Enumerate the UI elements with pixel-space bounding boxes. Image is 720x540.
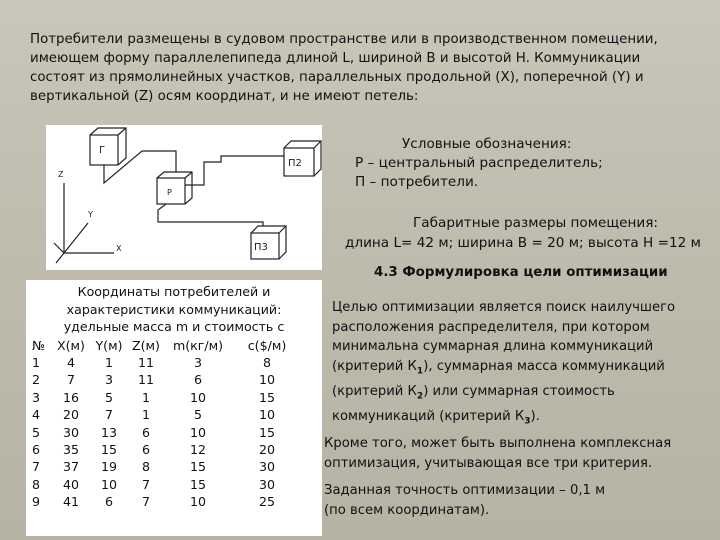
caption-line: Координаты потребителей и: [77, 284, 271, 299]
table-cell: 12: [189, 441, 207, 457]
table-cell: 41: [62, 494, 80, 510]
legend-title: Условные обозначения:: [402, 136, 572, 152]
section-title: 4.3 Формулировка цели оптимизации: [374, 265, 668, 280]
legend-line-distributor: Р – центральный распределитель;: [355, 155, 603, 171]
table-cell: 4: [32, 407, 41, 423]
table-cell: 11: [137, 372, 155, 388]
table-header-cell: №: [32, 337, 46, 353]
paragraph-line: Заданная точность оптимизации – 0,1 м: [324, 483, 606, 498]
consumer-table-panel: [26, 280, 322, 536]
paragraph-line: (по всем координатам).: [324, 502, 490, 518]
table-caption: [26, 280, 322, 336]
table-header-cell: Y(м): [95, 337, 123, 353]
pipe-3: [158, 204, 263, 226]
table-header-cell: X(м): [57, 337, 85, 353]
table-cell: 8: [141, 459, 150, 475]
table-cell: 15: [189, 459, 207, 475]
table-header-row: [26, 337, 302, 354]
paragraph-line: Кроме того, может быть выполнена комплексная: [324, 436, 672, 451]
table-cell: 15: [258, 424, 276, 440]
table-header-cell: m(кг/м): [172, 337, 224, 353]
table-cell: 6: [104, 494, 113, 510]
box-label-1: Г: [99, 145, 106, 156]
box-label-4: П3: [254, 242, 268, 253]
table-cell: 30: [258, 476, 276, 492]
table-header-cell: Z(м): [132, 337, 160, 353]
goal-text: (критерий К: [332, 358, 417, 374]
goal-text: ) или суммарная стоимость: [423, 384, 615, 400]
table-cell: 15: [189, 476, 207, 492]
axis-label-z: Z: [58, 170, 64, 179]
goal-line-k3: [332, 407, 720, 432]
box-label-3: Р: [167, 188, 172, 197]
table-row: [26, 406, 302, 423]
table-cell: 3: [193, 354, 202, 370]
goal-paragraph: [332, 298, 720, 432]
table-cell: 15: [100, 441, 118, 457]
table-cell: 1: [32, 354, 41, 370]
box-label-2: П2: [288, 158, 302, 169]
goal-text: (критерий К: [332, 384, 417, 400]
table-cell: 7: [141, 494, 150, 510]
goal-line-k2: [332, 382, 720, 407]
legend: [355, 135, 603, 192]
table-cell: 3: [104, 372, 113, 388]
table-cell: 6: [32, 441, 41, 457]
criterion-subscript: 3: [524, 416, 531, 427]
diagram-svg: [46, 125, 322, 270]
table-cell: 30: [62, 424, 80, 440]
goal-line: минимальна суммарная длина коммуникаций: [332, 339, 654, 355]
table-cell: 37: [62, 459, 80, 475]
paragraph-line: оптимизация, учитывающая все три критерия.: [324, 455, 653, 471]
table-cell: 10: [189, 389, 207, 405]
caption-line: характеристики коммуникаций:: [66, 301, 282, 317]
goal-line: расположения распределителя, при котором: [332, 319, 650, 335]
precision-paragraph: [324, 481, 716, 520]
consumer-box-1: [90, 128, 126, 165]
table-cell: 13: [100, 424, 118, 440]
table-cell: 2: [32, 372, 41, 388]
table-cell: 19: [100, 459, 118, 475]
table-cell: 10: [258, 372, 276, 388]
table-header-cell: c($/м): [247, 337, 287, 353]
table-cell: 1: [141, 389, 150, 405]
table-cell: 5: [193, 407, 202, 423]
table-cell: 1: [141, 407, 150, 423]
criterion-subscript: 2: [416, 391, 424, 402]
table-cell: 20: [258, 441, 276, 457]
table-cell: 9: [32, 494, 41, 510]
criterion-subscript: 1: [416, 366, 424, 377]
distributor-box: [157, 172, 192, 204]
table-cell: 15: [258, 389, 276, 405]
table-cell: 7: [32, 459, 41, 475]
complex-optimization-paragraph: [324, 434, 716, 473]
table-row: [26, 476, 302, 493]
table-cell: 1: [104, 354, 113, 370]
table-cell: 5: [104, 389, 113, 405]
axis-label-y: Y: [88, 210, 93, 219]
table-row: [26, 354, 302, 371]
table-cell: 35: [62, 441, 80, 457]
table-cell: 8: [32, 476, 41, 492]
table-cell: 4: [66, 354, 75, 370]
table-cell: 25: [258, 494, 276, 510]
table-cell: 7: [66, 372, 75, 388]
table-cell: 6: [141, 441, 150, 457]
table-cell: 3: [32, 389, 41, 405]
goal-text: коммуникаций (критерий К: [332, 409, 525, 425]
dimensions-values: длина L= 42 м; ширина B = 20 м; высота H =12 м: [345, 235, 701, 251]
y-axis: [64, 223, 88, 253]
consumer-table: [26, 337, 302, 511]
axis-label-x: X: [116, 244, 122, 253]
table-row: [26, 441, 302, 458]
table-cell: 8: [262, 354, 271, 370]
intro-paragraph: Потребители размещены в судовом пространстве или в производственном помещении, имеющем форму параллелепипеда длиной L, шириной B и высотой H. Коммуникации состоят из прямолинейных участков, параллельных продольной (X), поперечной (Y) и вертикальной (Z) осям координат, и не имеют петель:: [30, 32, 658, 104]
table-cell: 5: [32, 424, 41, 440]
table-cell: 6: [193, 372, 202, 388]
table-cell: 20: [62, 407, 80, 423]
table-cell: 10: [100, 476, 118, 492]
goal-line-k1: [332, 357, 720, 382]
table-row: [26, 424, 302, 441]
table-row: [26, 371, 302, 388]
caption-line: удельные масса m и стоимость c: [63, 319, 285, 334]
table-row: [26, 493, 302, 510]
table-cell: 10: [258, 407, 276, 423]
goal-line: Целью оптимизации является поиск наилучшего: [332, 300, 676, 315]
table-cell: 7: [141, 476, 150, 492]
goal-text: ), суммарная масса коммуникаций: [423, 358, 665, 374]
table-cell: 10: [189, 494, 207, 510]
room-diagram: [46, 125, 322, 270]
pipe-2: [185, 156, 284, 185]
legend-line-consumers: П – потребители.: [355, 174, 479, 190]
table-row: [26, 458, 302, 475]
table-cell: 7: [104, 407, 113, 423]
table-cell: 10: [189, 424, 207, 440]
table-cell: 40: [62, 476, 80, 492]
table-row: [26, 389, 302, 406]
table-cell: 6: [141, 424, 150, 440]
table-cell: 30: [258, 459, 276, 475]
room-dimensions: [345, 213, 701, 253]
dimensions-title: Габаритные размеры помещения:: [413, 215, 658, 231]
table-cell: 11: [137, 354, 155, 370]
goal-text: ).: [530, 409, 540, 425]
table-cell: 16: [62, 389, 80, 405]
